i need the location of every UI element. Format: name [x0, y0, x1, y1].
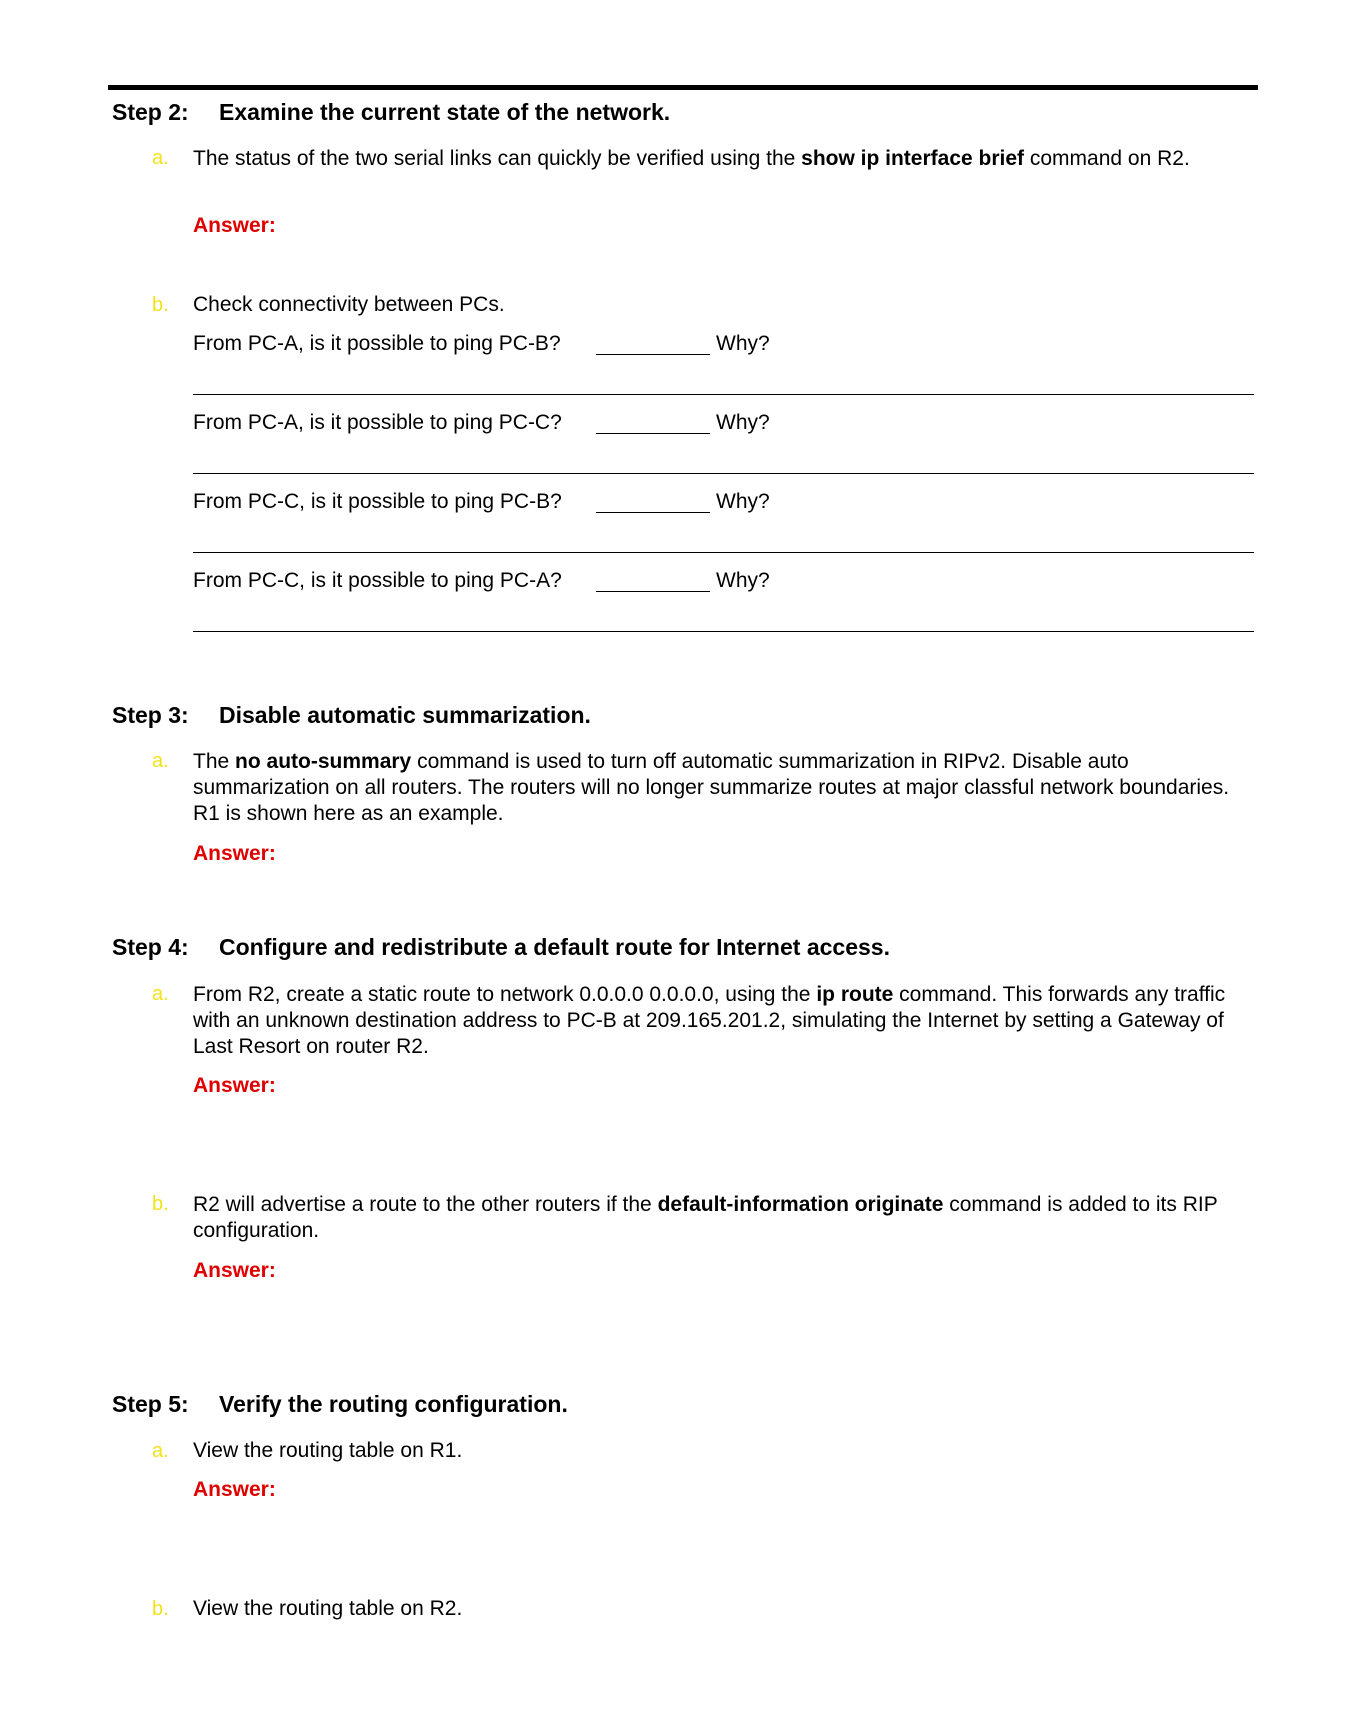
step-2b-text: Check connectivity between PCs. — [193, 293, 505, 316]
why-answer-line-1[interactable] — [193, 394, 1254, 395]
why-answer-line-4[interactable] — [193, 631, 1254, 632]
step-3-heading — [112, 702, 591, 729]
step-3-label: Step 3: — [112, 702, 189, 728]
step-5b-letter: b. — [152, 1598, 169, 1620]
step-2-title: Examine the current state of the network. — [219, 99, 671, 125]
why-label-1: Why? — [716, 332, 770, 355]
step-3a-letter: a. — [152, 750, 169, 772]
step-2b-letter: b. — [152, 294, 169, 316]
step-2-heading — [112, 99, 670, 126]
step-5a-text: View the routing table on R1. — [193, 1439, 463, 1462]
step-4a-letter: a. — [152, 983, 169, 1005]
step-2-label: Step 2: — [112, 99, 189, 125]
why-label-2: Why? — [716, 411, 770, 434]
step-5b-text: View the routing table on R2. — [193, 1597, 463, 1620]
ping-question-2: From PC-A, is it possible to ping PC-C? — [193, 411, 562, 434]
ping-question-1: From PC-A, is it possible to ping PC-B? — [193, 332, 561, 355]
step-2a-text — [193, 146, 1258, 172]
step-4a-text-1: From R2, create a static route to network 0.0.0.0 0.0.0.0, using the — [193, 983, 817, 1006]
step-4b-command: default-information originate — [657, 1193, 944, 1216]
step-2a-letter: a. — [152, 147, 169, 169]
ping-question-4: From PC-C, is it possible to ping PC-A? — [193, 569, 562, 592]
step-2a-command: show ip interface brief — [801, 147, 1025, 170]
why-label-3: Why? — [716, 490, 770, 513]
step-5a-letter: a. — [152, 1440, 169, 1462]
step-3a-answer: Answer: — [193, 842, 276, 865]
step-4b-text-1: R2 will advertise a route to the other routers if the — [193, 1193, 658, 1216]
step-3a-text-1: The — [193, 750, 236, 773]
answer-blank-3[interactable] — [596, 512, 710, 513]
step-3a-command: no auto-summary — [235, 750, 412, 773]
top-rule — [108, 85, 1258, 90]
step-3a-text — [193, 749, 1258, 827]
ping-question-3: From PC-C, is it possible to ping PC-B? — [193, 490, 562, 513]
step-4-label: Step 4: — [112, 934, 189, 960]
step-5a-answer: Answer: — [193, 1478, 276, 1501]
answer-blank-2[interactable] — [596, 433, 710, 434]
step-4-title: Configure and redistribute a default route for Internet access. — [219, 934, 890, 960]
step-4b-text-2: command is added to its RIP configuration. — [193, 1193, 1218, 1242]
why-answer-line-2[interactable] — [193, 473, 1254, 474]
step-3a-text-2: command is used to turn off automatic summarization in RIPv2. Disable auto summarization on all routers. The routers will no longer summarize routes at major classful network boundaries. R1 is shown here as an example. — [193, 750, 1230, 825]
step-5-title: Verify the routing configuration. — [219, 1391, 568, 1417]
step-5-label: Step 5: — [112, 1391, 189, 1417]
step-2a-text-1: The status of the two serial links can quickly be verified using the — [193, 147, 802, 170]
why-label-4: Why? — [716, 569, 770, 592]
step-4a-command: ip route — [816, 983, 894, 1006]
step-4b-text — [193, 1192, 1258, 1244]
why-answer-line-3[interactable] — [193, 552, 1254, 553]
step-5-heading — [112, 1391, 568, 1418]
step-3-title: Disable automatic summarization. — [219, 702, 591, 728]
step-2a-text-2: command on R2. — [1024, 147, 1190, 170]
step-2a-answer: Answer: — [193, 214, 276, 237]
step-4a-text-2: command. This forwards any traffic with an unknown destination address to PC-B at 209.165.201.2, simulating the Internet by setting a Gateway of Last Resort on router R2. — [193, 983, 1226, 1058]
step-4b-answer: Answer: — [193, 1259, 276, 1282]
step-4a-text — [193, 982, 1258, 1060]
answer-blank-1[interactable] — [596, 354, 710, 355]
answer-blank-4[interactable] — [596, 591, 710, 592]
step-4b-letter: b. — [152, 1193, 169, 1215]
step-4-heading — [112, 934, 890, 961]
step-4a-answer: Answer: — [193, 1074, 276, 1097]
